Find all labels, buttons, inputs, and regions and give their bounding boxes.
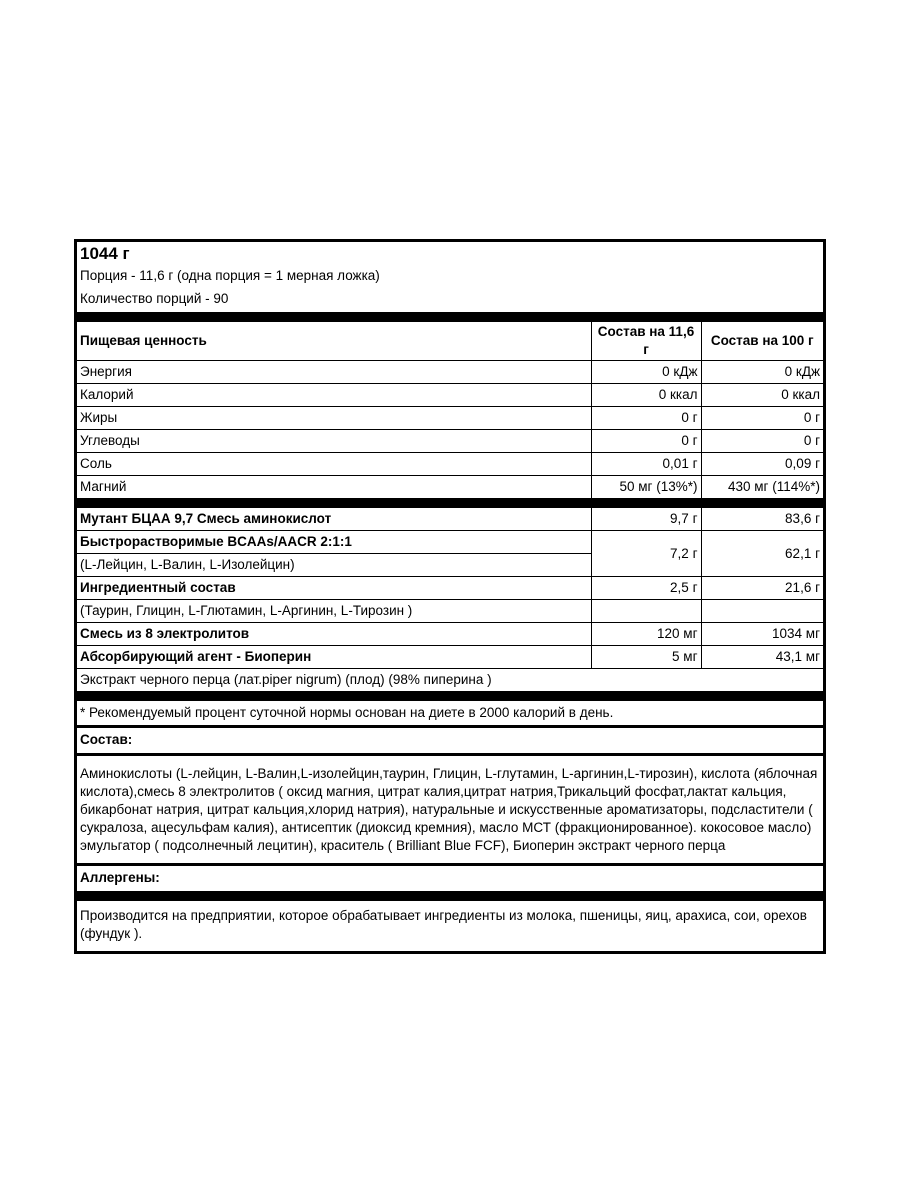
net-weight: 1044 г bbox=[80, 244, 130, 263]
column-per-serving: Состав на 11,6 г bbox=[591, 322, 701, 361]
nutrition-label bbox=[74, 239, 826, 954]
nutrient-value-100g: 0 ккал bbox=[701, 384, 823, 407]
ingredient-value-serving: 7,2 г bbox=[591, 531, 701, 577]
column-per-100g: Состав на 100 г bbox=[701, 322, 823, 361]
nutrient-value-100g: 0 г bbox=[701, 407, 823, 430]
table-row bbox=[77, 407, 823, 430]
nutrient-value-serving: 0,01 г bbox=[591, 453, 701, 476]
nutrient-name: Магний bbox=[77, 476, 591, 499]
ingredient-name: Быстрорастворимые BCAAs/AACR 2:1:1 bbox=[77, 531, 591, 554]
table-row bbox=[77, 384, 823, 407]
ingredient-value-serving: 2,5 г bbox=[591, 577, 701, 600]
table-row bbox=[77, 531, 823, 554]
ingredient-name: Мутант БЦАА 9,7 Смесь аминокислот bbox=[77, 508, 591, 531]
table-row bbox=[77, 361, 823, 384]
nutrition-table bbox=[77, 322, 823, 498]
nutrient-name: Жиры bbox=[77, 407, 591, 430]
ingredient-name: Смесь из 8 электролитов bbox=[77, 623, 591, 646]
nutrient-value-serving: 0 кДж bbox=[591, 361, 701, 384]
thick-divider bbox=[77, 498, 823, 508]
table-row bbox=[77, 646, 823, 669]
allergens-title: Аллергены: bbox=[80, 870, 160, 885]
nutrient-name: Углеводы bbox=[77, 430, 591, 453]
thick-divider bbox=[77, 691, 823, 701]
nutrient-value-100g: 0 г bbox=[701, 430, 823, 453]
nutrient-name: Соль bbox=[77, 453, 591, 476]
nutrient-value-100g: 0,09 г bbox=[701, 453, 823, 476]
table-row bbox=[77, 508, 823, 531]
daily-value-footnote: * Рекомендуемый процент суточной нормы основан на диете в 2000 калорий в день. bbox=[80, 705, 614, 720]
ingredients-table bbox=[77, 508, 823, 691]
ingredient-value-serving: 120 мг bbox=[591, 623, 701, 646]
ingredient-value-serving: 9,7 г bbox=[591, 508, 701, 531]
allergens-text: Производится на предприятии, которое обрабатывает ингредиенты из молока, пшеницы, яиц, арахиса, сои, орехов (фундук ). bbox=[80, 908, 807, 941]
nutrition-header-row bbox=[77, 322, 823, 361]
nutrient-value-serving: 50 мг (13%*) bbox=[591, 476, 701, 499]
ingredient-extract: Экстракт черного перца (лат.piper nigrum) (плод) (98% пиперина ) bbox=[77, 669, 823, 692]
nutrient-name: Энергия bbox=[77, 361, 591, 384]
nutrient-name: Калорий bbox=[77, 384, 591, 407]
thick-divider bbox=[77, 891, 823, 901]
table-row bbox=[77, 623, 823, 646]
ingredient-value-100g: 83,6 г bbox=[701, 508, 823, 531]
nutrient-value-serving: 0 г bbox=[591, 407, 701, 430]
ingredient-value-100g: 21,6 г bbox=[701, 577, 823, 600]
ingredient-subtext: (Таурин, Глицин, L-Глютамин, L-Аргинин, L-Тирозин ) bbox=[77, 600, 591, 623]
table-row bbox=[77, 669, 823, 692]
ingredient-value-100g: 62,1 г bbox=[701, 531, 823, 577]
servings-count: Количество порций - 90 bbox=[80, 291, 229, 306]
table-row bbox=[77, 600, 823, 623]
ingredient-name: Абсорбирующий агент - Биоперин bbox=[77, 646, 591, 669]
nutrient-value-serving: 0 ккал bbox=[591, 384, 701, 407]
ingredient-subtext: (L-Лейцин, L-Валин, L-Изолейцин) bbox=[77, 554, 591, 577]
composition-title: Состав: bbox=[80, 732, 133, 747]
nutrient-value-100g: 0 кДж bbox=[701, 361, 823, 384]
label-header bbox=[77, 242, 823, 312]
nutrient-value-serving: 0 г bbox=[591, 430, 701, 453]
ingredient-name: Ингредиентный состав bbox=[77, 577, 591, 600]
empty-cell bbox=[591, 600, 701, 623]
nutrition-title: Пищевая ценность bbox=[77, 322, 591, 361]
table-row bbox=[77, 430, 823, 453]
ingredient-value-serving: 5 мг bbox=[591, 646, 701, 669]
portion-size: Порция - 11,6 г (одна порция = 1 мерная ложка) bbox=[80, 268, 380, 283]
table-row bbox=[77, 476, 823, 499]
table-row bbox=[77, 453, 823, 476]
ingredient-value-100g: 43,1 мг bbox=[701, 646, 823, 669]
empty-cell bbox=[701, 600, 823, 623]
thick-divider bbox=[77, 312, 823, 322]
ingredient-value-100g: 1034 мг bbox=[701, 623, 823, 646]
composition-text: Аминокислоты (L-лейцин, L-Валин,L-изолейцин,таурин, Глицин, L-глутамин, L-аргинин,L-тирозин), кислота (яблочная кислота),смесь 8 электролитов ( оксид магния, цитрат калия,цитрат натрия,Трикальций фосфат,лактат кальция, бикарбонат натрия, цитрат кальция,хлорид натрия), натуральные и искусственные ароматизаторы, подсластители ( сукралоза, ацесульфам калия), антисептик (диоксид кремния), масло МСТ (фракционированное). кокосовое масло) эмульгатор ( подсолнечный лецитин), краситель ( Brilliant Blue FCF), Биоперин экстракт черного перца bbox=[80, 766, 818, 853]
nutrient-value-100g: 430 мг (114%*) bbox=[701, 476, 823, 499]
table-row bbox=[77, 577, 823, 600]
